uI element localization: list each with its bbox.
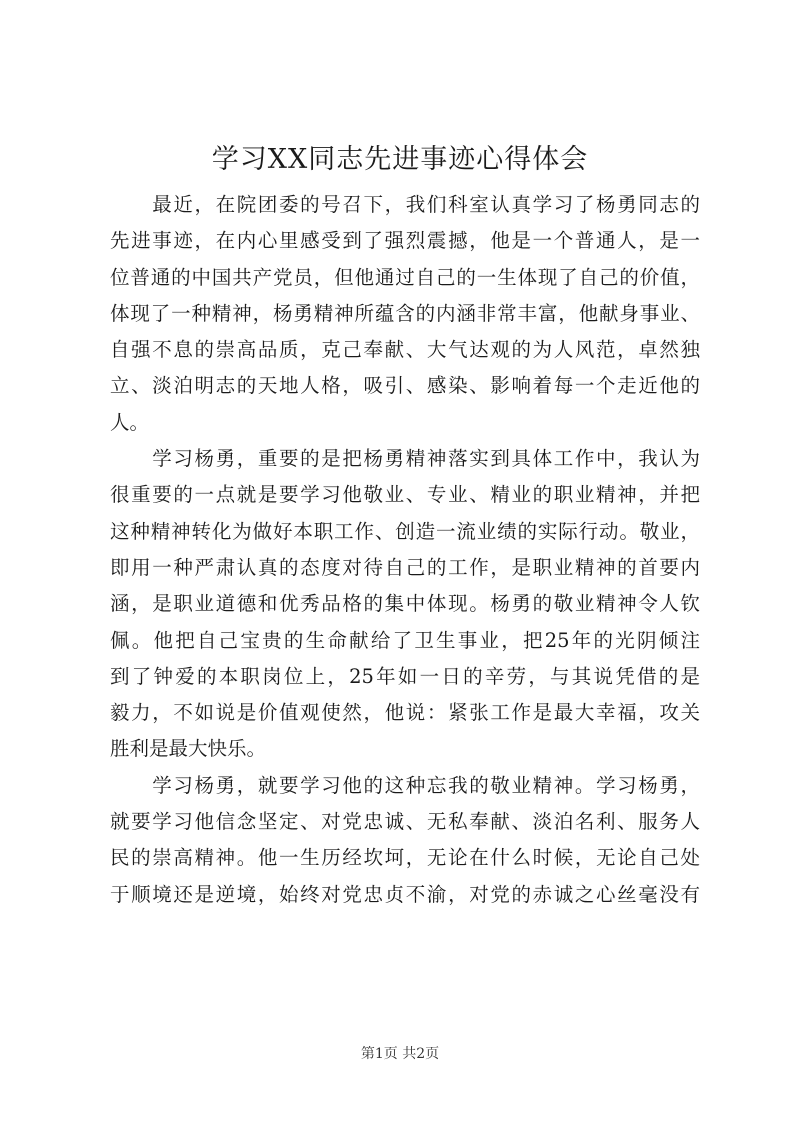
paragraph-line: 即用一种严肃认真的态度对待自己的工作，是职业精神的首要内: [110, 555, 700, 579]
paragraph-line: 人。: [110, 410, 150, 434]
paragraph-line: 最近，在院团委的号召下，我们科室认真学习了杨勇同志的: [110, 193, 700, 216]
paragraph-line: 先进事迹，在内心里感受到了强烈震撼，他是一个普通人，是一: [110, 229, 700, 253]
paragraph-line: 就要学习他信念坚定、对党忠诚、无私奉献、淡泊名利、服务人: [110, 810, 700, 834]
paragraph-line: 很重要的一点就是要学习他敬业、专业、精业的职业精神，并把: [110, 483, 700, 507]
paragraph-line: 学习杨勇，就要学习他的这种忘我的敬业精神。学习杨勇，: [110, 773, 700, 797]
paragraph-line: 毅力，不如说是价值观使然，他说：紧张工作是最大幸福，攻关: [110, 701, 700, 725]
paragraph-line: 立、淡泊明志的天地人格，吸引、感染、影响着每一个走近他的: [110, 374, 700, 398]
paragraph-line: 涵，是职业道德和优秀品格的集中体现。杨勇的敬业精神令人钦: [110, 592, 700, 616]
paragraph-line: 胜利是最大快乐。: [110, 737, 267, 761]
paragraph-line: 到了钟爱的本职岗位上，25年如一日的辛劳，与其说凭借的是: [110, 664, 700, 688]
document-title: 学习XX同志先进事迹心得体会: [211, 144, 589, 175]
paragraph-line: 于顺境还是逆境，始终对党忠贞不渝，对党的赤诚之心丝毫没有: [110, 882, 700, 906]
paragraph-line: 佩。他把自己宝贵的生命献给了卫生事业，把25年的光阴倾注: [110, 628, 700, 652]
paragraph-line: 民的崇高精神。他一生历经坎坷，无论在什么时候，无论自己处: [110, 846, 700, 870]
paragraph-line: 学习杨勇，重要的是把杨勇精神落实到具体工作中，我认为: [110, 447, 700, 471]
paragraph-line: 体现了一种精神，杨勇精神所蕴含的内涵非常丰富，他献身事业、: [110, 301, 700, 325]
paragraph-line: 自强不息的崇高品质，克己奉献、大气达观的为人风范，卓然独: [110, 338, 700, 362]
document-body: [110, 187, 700, 913]
paragraph-line: 这种精神转化为做好本职工作、创造一流业绩的实际行动。敬业，: [110, 519, 700, 543]
paragraph-line: 位普通的中国共产党员，但他通过自己的一生体现了自己的价值，: [110, 265, 700, 289]
page-indicator: 第1页 共2页: [360, 1046, 440, 1062]
